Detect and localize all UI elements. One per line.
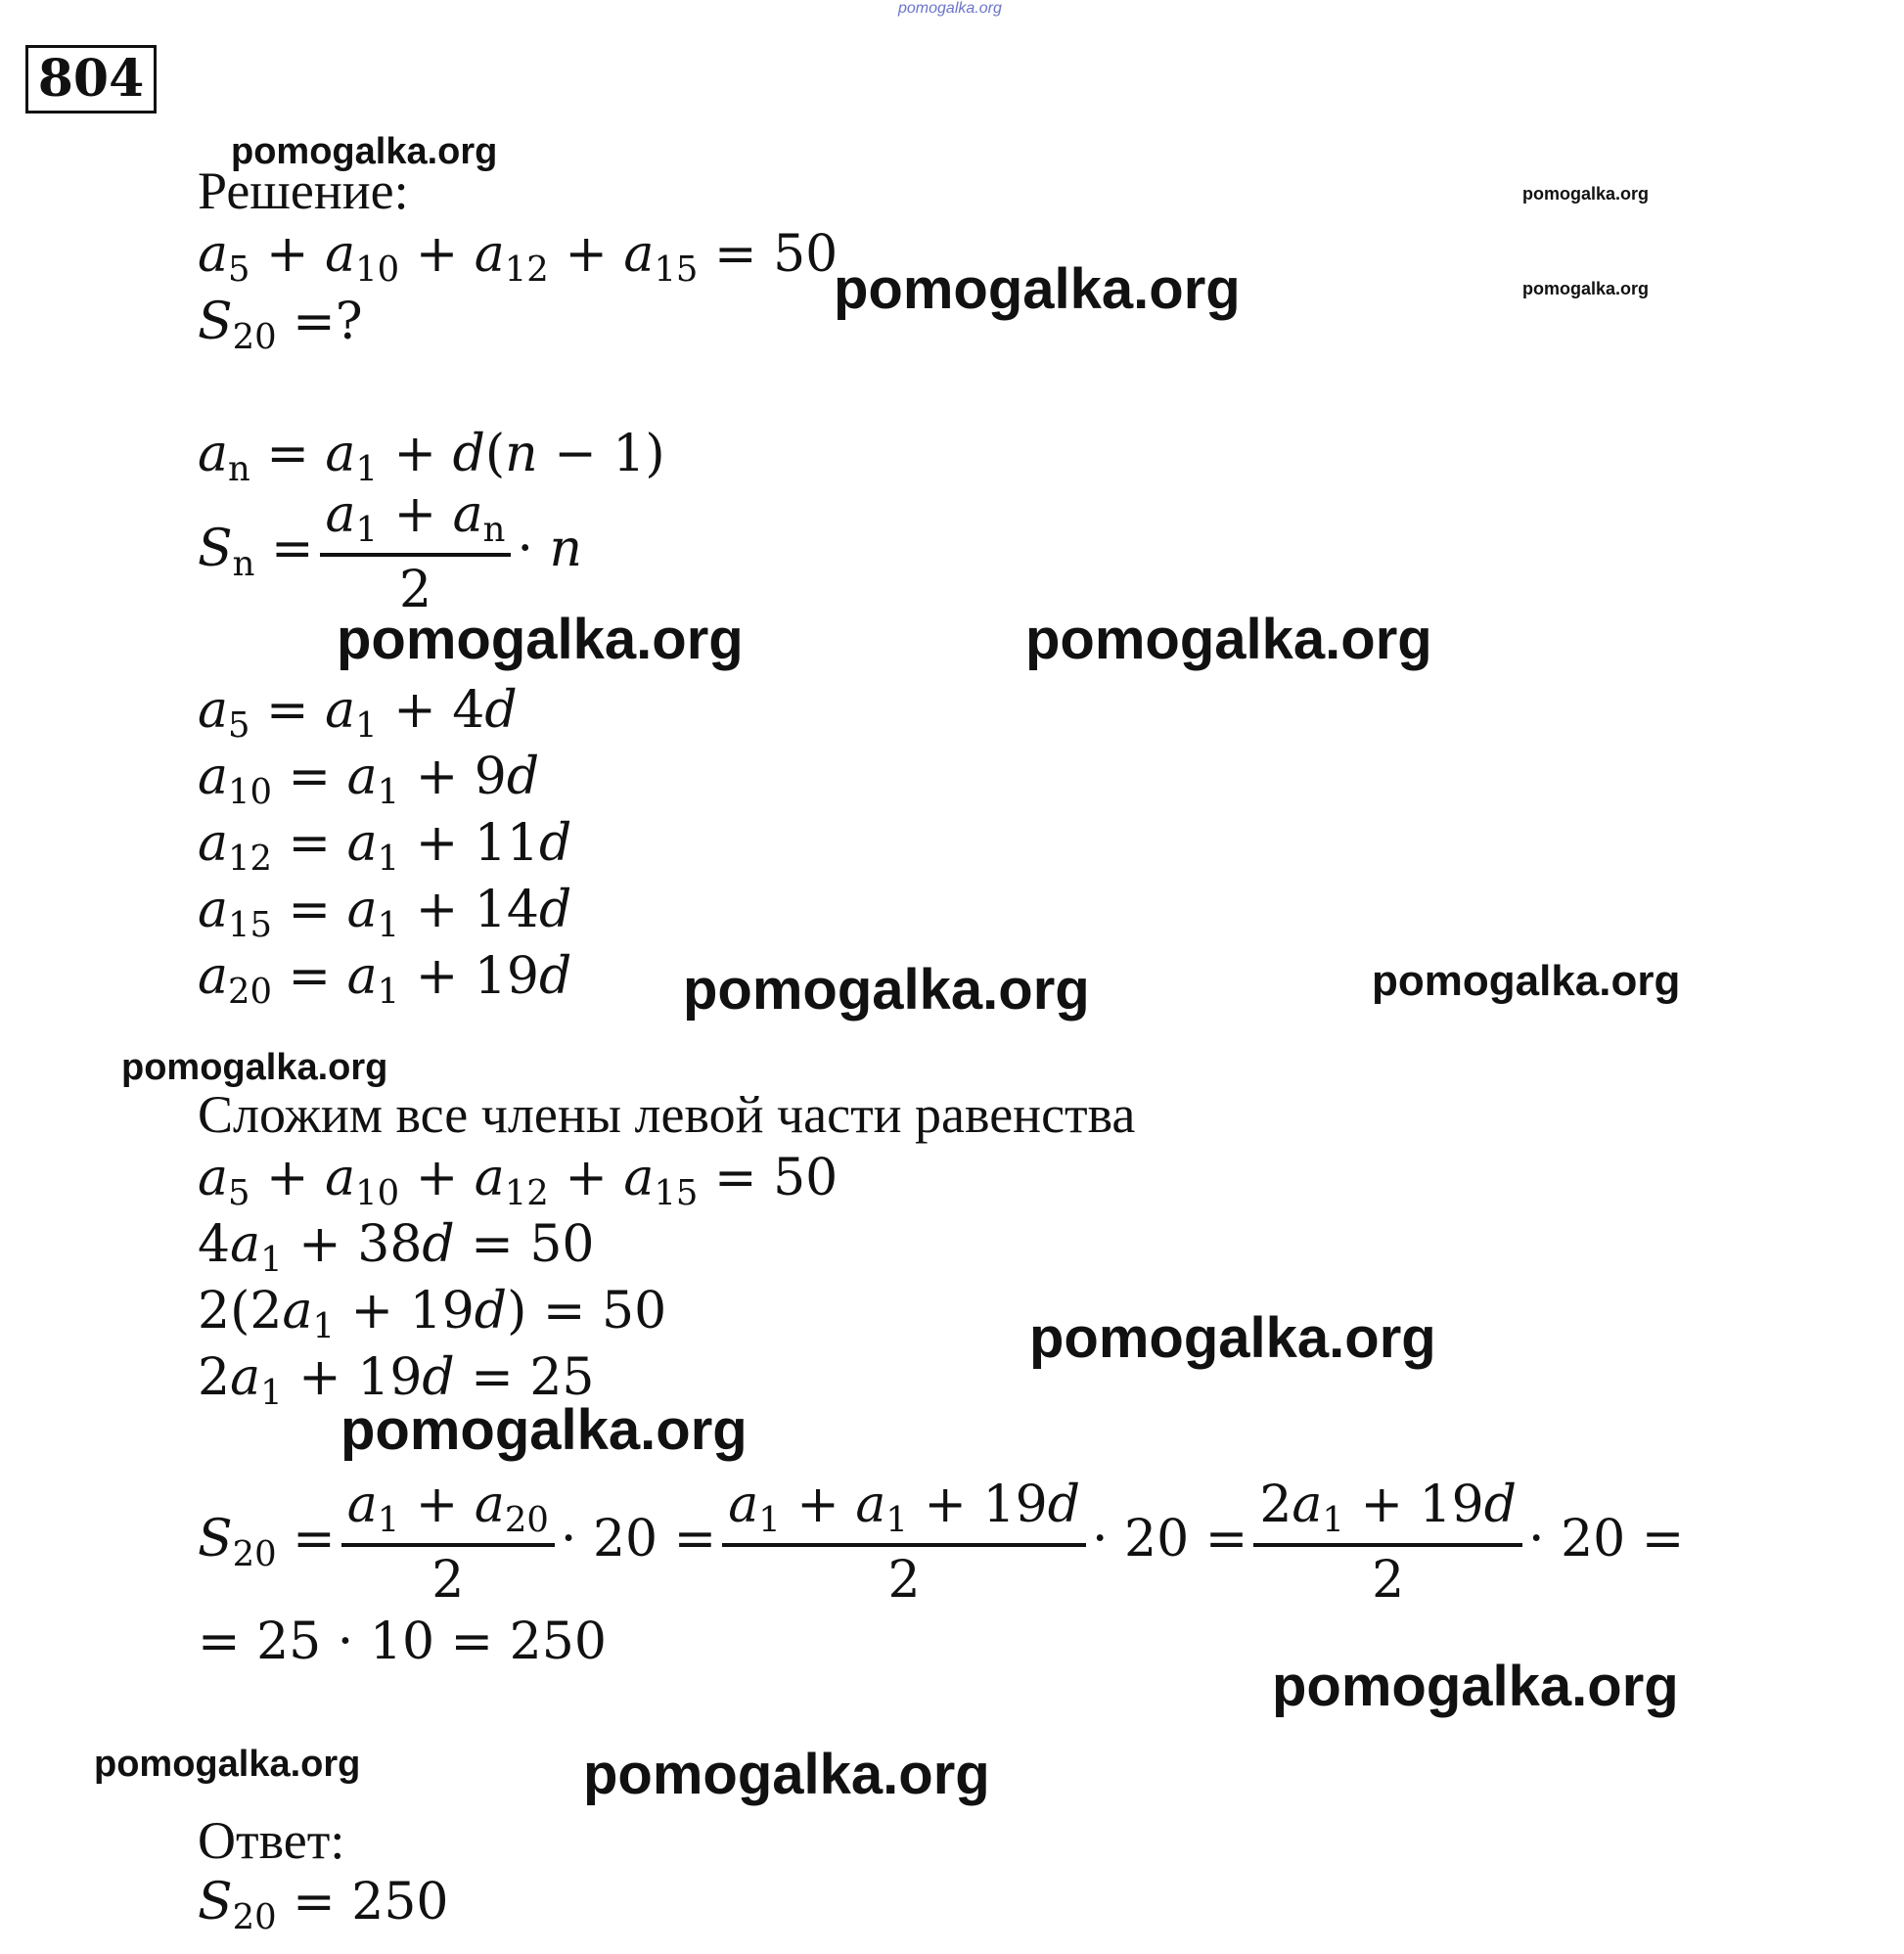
problem-number: 804 <box>25 45 157 114</box>
watermark: pomogalka.org <box>583 1743 990 1806</box>
term-a10: $a_{10} = a_1 + 9d$ <box>198 748 540 812</box>
answer-label: Ответ: <box>198 1811 345 1870</box>
watermark: pomogalka.org <box>231 131 498 172</box>
nth-term-formula: $a_n = a_1 + d(n - 1)$ <box>198 425 665 489</box>
find-sum: $S_{20}$ =? <box>198 293 363 357</box>
watermark: pomogalka.org <box>1522 184 1650 204</box>
watermark-top: pomogalka.org <box>898 0 1002 17</box>
term-a15: $a_{15} = a_1 + 14d$ <box>198 881 572 945</box>
term-a5: $a_5 = a_1 + 4d$ <box>198 681 518 746</box>
watermark: pomogalka.org <box>337 608 744 671</box>
sum-formula: $S_n$ = $\frac{a_1 + a_n}{2}$ · n <box>198 485 583 620</box>
step-3: $2a_1 + 19d = 25$ <box>198 1348 595 1413</box>
s20-result: = 25 · 10 = 250 <box>198 1613 607 1671</box>
watermark: pomogalka.org <box>1029 1306 1436 1370</box>
watermark: pomogalka.org <box>834 257 1241 321</box>
watermark: pomogalka.org <box>1522 279 1650 298</box>
step-2: $2(2a_1 + 19d) = 50$ <box>198 1282 667 1346</box>
watermark: pomogalka.org <box>1272 1655 1679 1718</box>
sum-equation: $a_5 + a_{10} + a_{12} + a_{15} = 50$ <box>198 1149 839 1213</box>
term-a20: $a_{20} = a_1 + 19d$ <box>198 947 572 1012</box>
watermark: pomogalka.org <box>1025 608 1432 671</box>
given-equation: $a_5 + a_{10} + a_{12} + a_{15} = 50$ <box>198 225 839 290</box>
answer-value: $S_{20} = 250$ <box>198 1873 449 1937</box>
watermark: pomogalka.org <box>121 1047 388 1088</box>
solution-label: Решение: <box>198 161 409 220</box>
watermark: pomogalka.org <box>94 1744 361 1785</box>
term-a12: $a_{12} = a_1 + 11d$ <box>198 814 572 879</box>
s20-computation: $S_{20}$ = $\frac{a_1 + a_{20}}{2}$ · 20 = $\frac{a_1 + a_1 + 19d}{2}$ · 20 = $\frac{2a_1 + 19d}{2}$ · 20 = <box>198 1476 1685 1611</box>
watermark: pomogalka.org <box>1372 957 1681 1005</box>
sum-description: Сложим все члены левой части равенства <box>198 1085 1136 1144</box>
watermark: pomogalka.org <box>340 1398 748 1462</box>
watermark: pomogalka.org <box>683 958 1090 1022</box>
step-1: $4a_1 + 38d = 50$ <box>198 1215 595 1280</box>
